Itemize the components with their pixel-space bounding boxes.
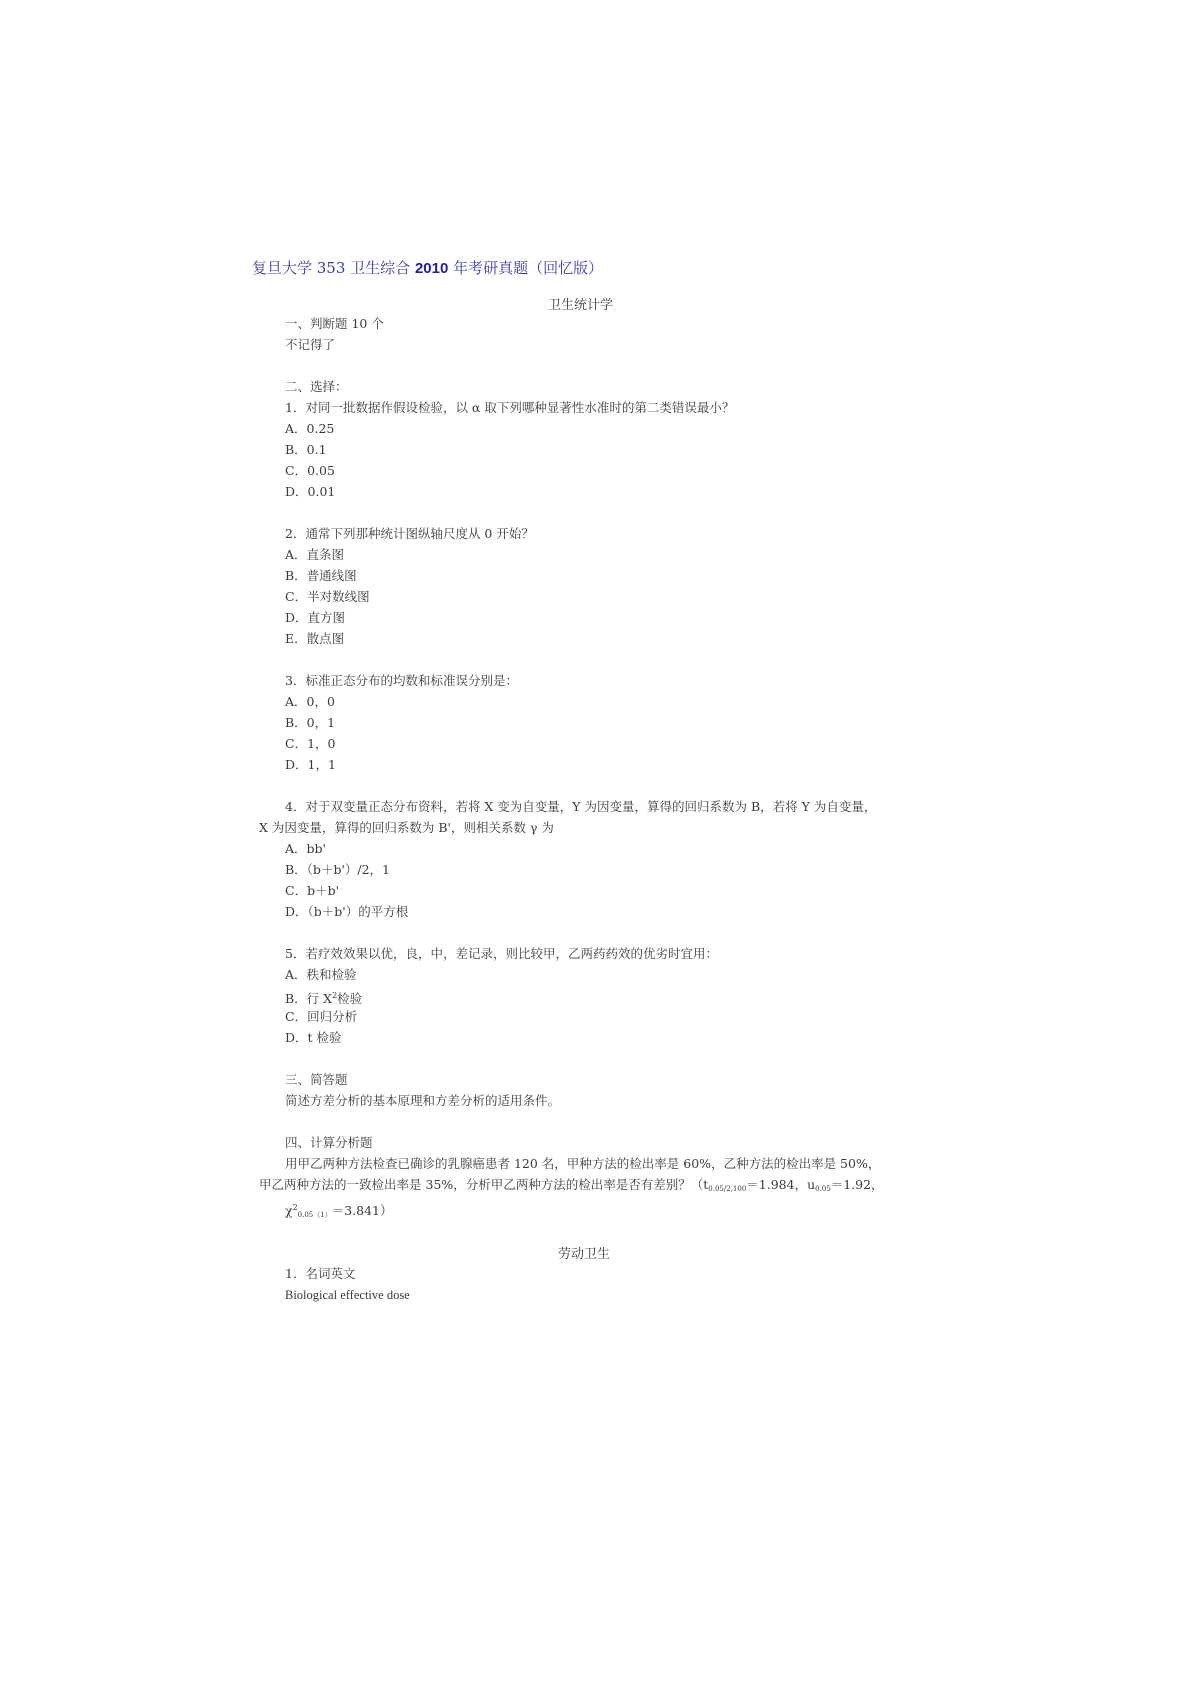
q4-option-c: C．b＋b': [285, 883, 340, 898]
section4-line2-c: ＝1.92，: [830, 1177, 884, 1192]
title-year: 2010: [414, 260, 449, 277]
q5-option-a: A．秩和检验: [285, 967, 357, 982]
q1-option-b: B．0.1: [285, 442, 327, 457]
q3-stem: 3．标准正态分布的均数和标准误分别是：: [285, 673, 518, 688]
q5-option-b: [285, 988, 362, 1007]
q2-option-b: B．普通线图: [285, 568, 357, 583]
section3-heading: 三、简答题: [285, 1072, 348, 1087]
section4-line2-sub2: 0.05: [815, 1185, 831, 1193]
q5-option-b-text: B．行 X: [285, 991, 333, 1006]
q2-option-c: C．半对数线图: [285, 589, 370, 604]
section4-chi: χ: [285, 1203, 293, 1218]
q4-option-a: A．bb': [285, 841, 326, 856]
q1-option-a: A．0.25: [285, 421, 335, 436]
section4-line2-a: 甲乙两种方法的一致检出率是 35%，分析甲乙两种方法的检出率是否有差别？（t: [259, 1177, 709, 1192]
section4-line2-b: ＝1.984，u: [746, 1177, 816, 1192]
section4-heading: 四、计算分析题: [285, 1135, 373, 1150]
section4-line3: [285, 1200, 393, 1223]
section1-note: 不记得了: [285, 337, 336, 352]
q5-option-b-sup: 2: [332, 991, 338, 1000]
q3-option-b: B．0，1: [285, 715, 336, 730]
q4-stem-line1: 4．对于双变量正态分布资料，若将 X 变为自变量，Y 为因变量，算得的回归系数为 B，若将 Y 为自变量，: [285, 799, 877, 814]
q2-stem: 2．通常下列那种统计图纵轴尺度从 0 开始？: [285, 526, 534, 541]
q1-stem: 1．对同一批数据作假设检验，以 α 取下列哪种显著性水准时的第二类错误最小？: [285, 400, 735, 415]
q5-stem: 5．若疗效效果以优，良，中，差记录，则比较甲，乙两药药效的优劣时宜用：: [285, 946, 718, 961]
q4-option-b: B．（b＋b'）/2，1: [285, 862, 390, 877]
q3-option-a: A．0，0: [285, 694, 335, 709]
labor-term: Biological effective dose: [285, 1288, 410, 1302]
q2-option-a: A．直条图: [285, 547, 345, 562]
title-part2: 年考研真题（回忆版）: [448, 259, 604, 277]
section2-heading: 二、选择：: [285, 379, 348, 394]
labor-heading: 劳动卫生: [558, 1247, 611, 1262]
labor-item1: 1．名词英文: [285, 1266, 356, 1281]
section4-line1: 用甲乙两种方法检查已确诊的乳腺癌患者 120 名，甲种方法的检出率是 60%，乙种方法的检出率是 50%，: [285, 1156, 881, 1171]
document-title: [252, 257, 603, 278]
q3-option-c: C．1，0: [285, 736, 336, 751]
title-part1: 复旦大学 353 卫生综合: [252, 259, 415, 277]
q4-option-d: D．（b＋b'）的平方根: [285, 904, 409, 919]
q5-option-c: C．回归分析: [285, 1009, 358, 1024]
section4-line2: [259, 1177, 884, 1197]
section4-chi-sup: 2: [292, 1203, 298, 1212]
q1-option-d: D．0.01: [285, 484, 336, 499]
section1-heading: 一、判断题 10 个: [285, 316, 384, 331]
q3-option-d: D．1，1: [285, 757, 336, 772]
section3-question: 简述方差分析的基本原理和方差分析的适用条件。: [285, 1093, 561, 1108]
q5-option-d: D．t 检验: [285, 1030, 342, 1045]
section4-chi-sub: 0.05（1）: [297, 1211, 332, 1219]
q5-option-b-tail: 检验: [337, 991, 363, 1006]
q2-option-e: E．散点图: [285, 631, 345, 646]
q4-stem-line2: X 为因变量，算得的回归系数为 B'，则相关系数 γ 为: [259, 820, 554, 835]
q1-option-c: C．0.05: [285, 463, 335, 478]
stats-heading: 卫生统计学: [548, 298, 614, 313]
section4-line3-tail: ＝3.841）: [331, 1203, 393, 1218]
q2-option-d: D．直方图: [285, 610, 346, 625]
section4-line2-sub1: 0.05/2,100: [708, 1185, 747, 1193]
